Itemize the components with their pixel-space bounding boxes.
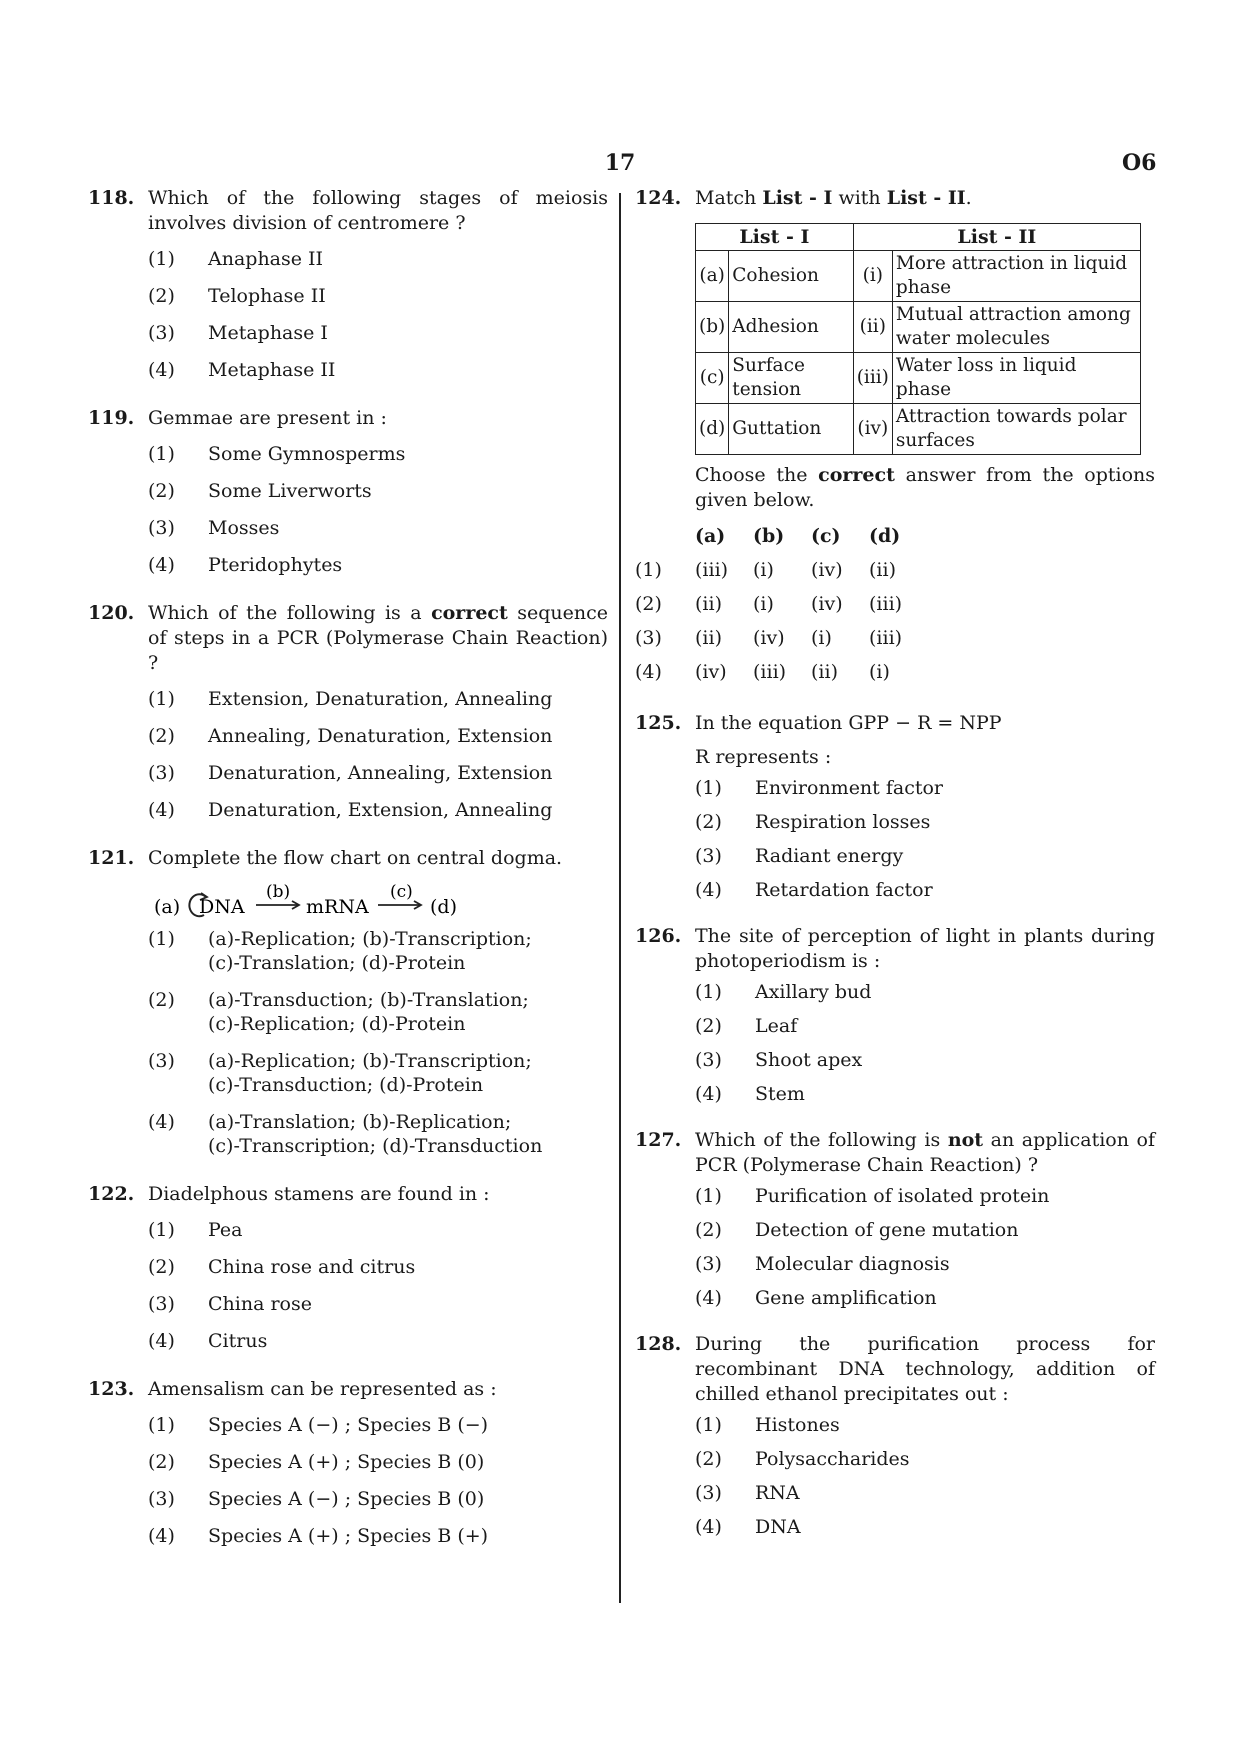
option-number: (3): [695, 845, 722, 867]
option-number: (2): [148, 1451, 175, 1473]
flow-label-c: (c): [390, 882, 413, 902]
question-number: 119.: [88, 407, 135, 429]
option-text: Leaf: [755, 1015, 798, 1037]
option-text: Species A (+) ; Species B (+): [208, 1525, 489, 1547]
list-1-item: Cohesion: [729, 251, 853, 302]
question-number: 128.: [635, 1333, 682, 1355]
option[interactable]: [148, 1524, 608, 1548]
answer-cell: (iii): [695, 558, 729, 581]
question-subtext: R represents :: [695, 746, 832, 768]
option-number: (1): [695, 777, 722, 799]
row-label: (i): [853, 251, 892, 302]
option[interactable]: [695, 1014, 1155, 1038]
question-emphasis: List - I: [762, 187, 833, 209]
option[interactable]: [148, 358, 608, 382]
option-number: (2): [695, 1448, 722, 1470]
answer-cell: (ii): [869, 558, 896, 581]
row-label: (b): [696, 302, 729, 353]
answer-cell: (iii): [869, 592, 903, 615]
option-number: (1): [148, 248, 175, 270]
question-number: 127.: [635, 1129, 682, 1151]
option-number: (3): [148, 762, 175, 784]
option-number: (2): [148, 989, 175, 1011]
option-number: (2): [695, 1015, 722, 1037]
option-text: Species A (−) ; Species B (−): [208, 1414, 489, 1436]
option[interactable]: [695, 1048, 1155, 1072]
list-2-item: Attraction towards polar surfaces: [892, 404, 1140, 455]
option-text: Radiant energy: [755, 845, 904, 867]
option-number: (2): [695, 811, 722, 833]
option[interactable]: [148, 1110, 608, 1158]
list-1-item: Guttation: [729, 404, 853, 455]
option-text: Respiration losses: [755, 811, 931, 833]
option-number: (4): [695, 1287, 722, 1309]
list-2-item: Mutual attraction among water molecules: [892, 302, 1140, 353]
row-label: (ii): [853, 302, 892, 353]
question-126: [635, 924, 1155, 1106]
match-row: [696, 251, 1141, 302]
match-table: [695, 223, 1141, 455]
question-number: 118.: [88, 187, 135, 209]
option[interactable]: [695, 1082, 1155, 1106]
question-121: [88, 846, 608, 1158]
option-text: Polysaccharides: [755, 1448, 910, 1470]
option[interactable]: [148, 687, 608, 711]
option[interactable]: [148, 479, 608, 503]
options: [148, 247, 608, 382]
list-2-header: List - II: [853, 224, 1140, 251]
question-124: [635, 186, 1155, 689]
option[interactable]: [695, 810, 1155, 834]
option-text: RNA: [755, 1482, 800, 1504]
question-text: The site of perception of light in plants during photoperiodism is :: [695, 925, 1155, 972]
answer-cell: (i): [753, 592, 774, 615]
answer-cell: (iii): [753, 660, 787, 683]
question-text-part: sequence of steps in a PCR (Polymerase Chain Reaction) ?: [148, 602, 608, 674]
match-row: [696, 302, 1141, 353]
option[interactable]: [148, 988, 608, 1036]
option-number: (3): [695, 1049, 722, 1071]
option-text: Pea: [208, 1219, 243, 1241]
option-line: (c)-Transcription; (d)-Transduction: [208, 1135, 543, 1157]
option-line: (a)-Replication; (b)-Transcription;: [208, 928, 532, 950]
option[interactable]: [148, 1049, 608, 1097]
row-label: (iv): [853, 404, 892, 455]
central-dogma-flowchart: [154, 879, 608, 923]
question-number: 126.: [635, 925, 682, 947]
options: [695, 776, 1155, 902]
option-number: (4): [695, 1083, 722, 1105]
question-123: [88, 1377, 608, 1548]
option[interactable]: [695, 1286, 1155, 1310]
option[interactable]: [148, 724, 608, 748]
match-table-header: [696, 224, 1141, 251]
option-text: Pteridophytes: [208, 554, 343, 576]
list-1-item: Adhesion: [729, 302, 853, 353]
answer-cell: (ii): [695, 626, 722, 649]
option-text: China rose and citrus: [208, 1256, 416, 1278]
options: [148, 1218, 608, 1353]
option-number: (3): [635, 626, 662, 649]
options: [695, 1184, 1155, 1310]
option[interactable]: [695, 1413, 1155, 1437]
option[interactable]: [148, 284, 608, 308]
option-number: (3): [148, 517, 175, 539]
list-1-item: Surface tension: [729, 353, 853, 404]
option-text: Annealing, Denaturation, Extension: [208, 725, 553, 747]
question-emphasis: not: [947, 1129, 984, 1151]
right-column: [635, 186, 1155, 1549]
flow-label-b: (b): [266, 882, 291, 902]
option-text: Metaphase II: [208, 359, 336, 381]
option-number: (1): [148, 443, 175, 465]
option-text: Some Liverworts: [208, 480, 372, 502]
option-text: Species A (−) ; Species B (0): [208, 1488, 485, 1510]
question-text-part: an application of PCR (Polymerase Chain Reaction) ?: [695, 1129, 1155, 1176]
instruction-text: [695, 463, 1155, 513]
booklet-code: O6: [1122, 150, 1157, 176]
option[interactable]: [148, 442, 608, 466]
answer-option-row[interactable]: [635, 655, 927, 689]
option[interactable]: [695, 1218, 1155, 1242]
match-row: [696, 353, 1141, 404]
answer-cell: (i): [869, 660, 890, 683]
option-number: (1): [695, 1185, 722, 1207]
option-number: (2): [148, 480, 175, 502]
answer-option-row[interactable]: [635, 621, 927, 655]
option-text: Metaphase I: [208, 322, 328, 344]
question-emphasis: List - II: [886, 187, 966, 209]
answer-col-header: (c): [811, 524, 841, 547]
question-text-part: with: [832, 187, 887, 209]
option[interactable]: [695, 1184, 1155, 1208]
question-text: [695, 1128, 1155, 1178]
question-text: [148, 601, 608, 676]
question-122: [88, 1182, 608, 1353]
options: [148, 687, 608, 822]
question-text: Diadelphous stamens are found in :: [148, 1183, 490, 1205]
option-text: Histones: [755, 1414, 840, 1436]
option-text: Citrus: [208, 1330, 268, 1352]
instruction-emphasis: correct: [818, 464, 895, 486]
question-text: Complete the flow chart on central dogma.: [148, 847, 563, 869]
option-line: (c)-Replication; (d)-Protein: [208, 1013, 466, 1035]
options: [148, 442, 608, 577]
option[interactable]: [148, 1255, 608, 1279]
question-text: Which of the following stages of meiosis involves division of centromere ?: [148, 187, 608, 234]
option[interactable]: [695, 1252, 1155, 1276]
option[interactable]: [148, 553, 608, 577]
option-text: Denaturation, Extension, Annealing: [208, 799, 553, 821]
options: [695, 980, 1155, 1106]
answer-cell: (iv): [695, 660, 727, 683]
option-number: (4): [148, 799, 175, 821]
flow-label-a: (a): [154, 896, 181, 918]
option-text: Species A (+) ; Species B (0): [208, 1451, 485, 1473]
option-line: (a)-Transduction; (b)-Translation;: [208, 989, 529, 1011]
option[interactable]: [148, 1218, 608, 1242]
options: [148, 1413, 608, 1548]
option-text: Anaphase II: [208, 248, 324, 270]
option-number: (1): [695, 1414, 722, 1436]
option-number: (1): [148, 928, 175, 950]
question-125: [635, 711, 1155, 902]
option[interactable]: [148, 927, 608, 975]
option[interactable]: [148, 1450, 608, 1474]
question-text: [695, 186, 1155, 211]
option[interactable]: [695, 844, 1155, 868]
instruction-part: Choose the: [695, 464, 819, 486]
option-number: (1): [635, 558, 662, 581]
answer-header-row: [635, 519, 927, 553]
list-2-item: More attraction in liquid phase: [892, 251, 1140, 302]
option-line: (a)-Replication; (b)-Transcription;: [208, 1050, 532, 1072]
question-text-part: Which of the following is: [695, 1129, 948, 1151]
question-emphasis: correct: [431, 602, 508, 624]
answer-cell: (iv): [811, 592, 843, 615]
question-text-part: Match: [695, 187, 763, 209]
option-text: Gene amplification: [755, 1287, 937, 1309]
options: [148, 927, 608, 1158]
instruction-part: answer from the options given below.: [695, 464, 1155, 511]
option-line: (c)-Transduction; (d)-Protein: [208, 1074, 484, 1096]
option-text: Mosses: [208, 517, 280, 539]
flow-label-d: (d): [430, 896, 457, 918]
option-number: (4): [148, 554, 175, 576]
column-divider: [619, 193, 621, 1603]
answer-option-row[interactable]: [635, 587, 927, 621]
answer-cell: (i): [753, 558, 774, 581]
option-text: Denaturation, Annealing, Extension: [208, 762, 553, 784]
option-number: (1): [695, 981, 722, 1003]
option-number: (3): [148, 322, 175, 344]
option[interactable]: [695, 776, 1155, 800]
list-2-item: Water loss in liquid phase: [892, 353, 1140, 404]
answer-cell: (iv): [811, 558, 843, 581]
option[interactable]: [148, 1329, 608, 1353]
option[interactable]: [148, 798, 608, 822]
row-label: (a): [696, 251, 729, 302]
question-120: [88, 601, 608, 822]
option-number: (4): [148, 1525, 175, 1547]
match-row: [696, 404, 1141, 455]
question-number: 124.: [635, 187, 682, 209]
page-number: 17: [604, 150, 636, 176]
option-number: (2): [148, 285, 175, 307]
option-number: (3): [695, 1253, 722, 1275]
option-number: (4): [148, 359, 175, 381]
option-text: Shoot apex: [755, 1049, 863, 1071]
question-number: 123.: [88, 1378, 135, 1400]
flow-label-mrna: mRNA: [306, 896, 369, 918]
options: [695, 1413, 1155, 1539]
question-119: [88, 406, 608, 577]
answer-cell: (i): [811, 626, 832, 649]
flow-label-dna: DNA: [199, 896, 245, 918]
option-number: (1): [148, 1219, 175, 1241]
row-label: (c): [696, 353, 729, 404]
option[interactable]: [695, 878, 1155, 902]
option-text: DNA: [755, 1516, 801, 1538]
option-number: (2): [148, 1256, 175, 1278]
option-text: Environment factor: [755, 777, 944, 799]
option-text: Purification of isolated protein: [755, 1185, 1050, 1207]
option-line: (a)-Translation; (b)-Replication;: [208, 1111, 512, 1133]
answer-cell: (iv): [753, 626, 785, 649]
option-number: (4): [148, 1111, 175, 1133]
option-text: Some Gymnosperms: [208, 443, 406, 465]
option-text: Retardation factor: [755, 879, 933, 901]
answer-col-header: (b): [753, 524, 785, 547]
option-line: (c)-Translation; (d)-Protein: [208, 952, 466, 974]
answer-option-row[interactable]: [635, 553, 927, 587]
question-text: Gemmae are present in :: [148, 407, 387, 429]
row-label: (iii): [853, 353, 892, 404]
flowchart-diagram: [154, 879, 494, 923]
option-text: Stem: [755, 1083, 805, 1105]
option[interactable]: [695, 1515, 1155, 1539]
question-text-part: .: [965, 187, 972, 209]
option[interactable]: [695, 1447, 1155, 1471]
answer-cell: (ii): [695, 592, 722, 615]
option-text: Telophase II: [208, 285, 326, 307]
option[interactable]: [148, 321, 608, 345]
option-number: (2): [695, 1219, 722, 1241]
question-text: In the equation GPP − R = NPP: [695, 712, 1002, 734]
option-number: (4): [148, 1330, 175, 1352]
option-number: (2): [635, 592, 662, 615]
option[interactable]: [695, 980, 1155, 1004]
option[interactable]: [695, 1481, 1155, 1505]
answer-cell: (ii): [811, 660, 838, 683]
answer-col-header: (a): [695, 524, 726, 547]
question-number: 122.: [88, 1183, 135, 1205]
option-number: (3): [148, 1293, 175, 1315]
option[interactable]: [148, 516, 608, 540]
row-label: (d): [696, 404, 729, 455]
option-text: Detection of gene mutation: [755, 1219, 1019, 1241]
question-text: During the purification process for recombinant DNA technology, addition of chilled ethanol precipitates out :: [695, 1333, 1155, 1405]
option[interactable]: [148, 761, 608, 785]
option-number: (4): [695, 879, 722, 901]
option-number: (1): [148, 688, 175, 710]
option-text: Axillary bud: [755, 981, 872, 1003]
option-text: China rose: [208, 1293, 312, 1315]
question-text: Amensalism can be represented as :: [148, 1378, 497, 1400]
option-number: (3): [148, 1488, 175, 1510]
answer-cell: (iii): [869, 626, 903, 649]
question-number: 125.: [635, 712, 682, 734]
option-number: (3): [695, 1482, 722, 1504]
question-number: 121.: [88, 847, 135, 869]
option[interactable]: [148, 247, 608, 271]
option[interactable]: [148, 1487, 608, 1511]
option-number: (3): [148, 1050, 175, 1072]
option-number: (4): [635, 660, 662, 683]
option[interactable]: [148, 1292, 608, 1316]
option[interactable]: [148, 1413, 608, 1437]
option-number: (4): [695, 1516, 722, 1538]
option-text: Extension, Denaturation, Annealing: [208, 688, 553, 710]
answer-options-table: [635, 519, 927, 689]
question-number: 120.: [88, 602, 135, 624]
question-text-part: Which of the following is a: [148, 602, 432, 624]
option-number: (1): [148, 1414, 175, 1436]
list-1-header: List - I: [696, 224, 854, 251]
option-text: Molecular diagnosis: [755, 1253, 950, 1275]
question-127: [635, 1128, 1155, 1310]
option-number: (2): [148, 725, 175, 747]
answer-col-header: (d): [869, 524, 901, 547]
question-128: [635, 1332, 1155, 1539]
left-column: [88, 186, 608, 1561]
question-118: [88, 186, 608, 382]
